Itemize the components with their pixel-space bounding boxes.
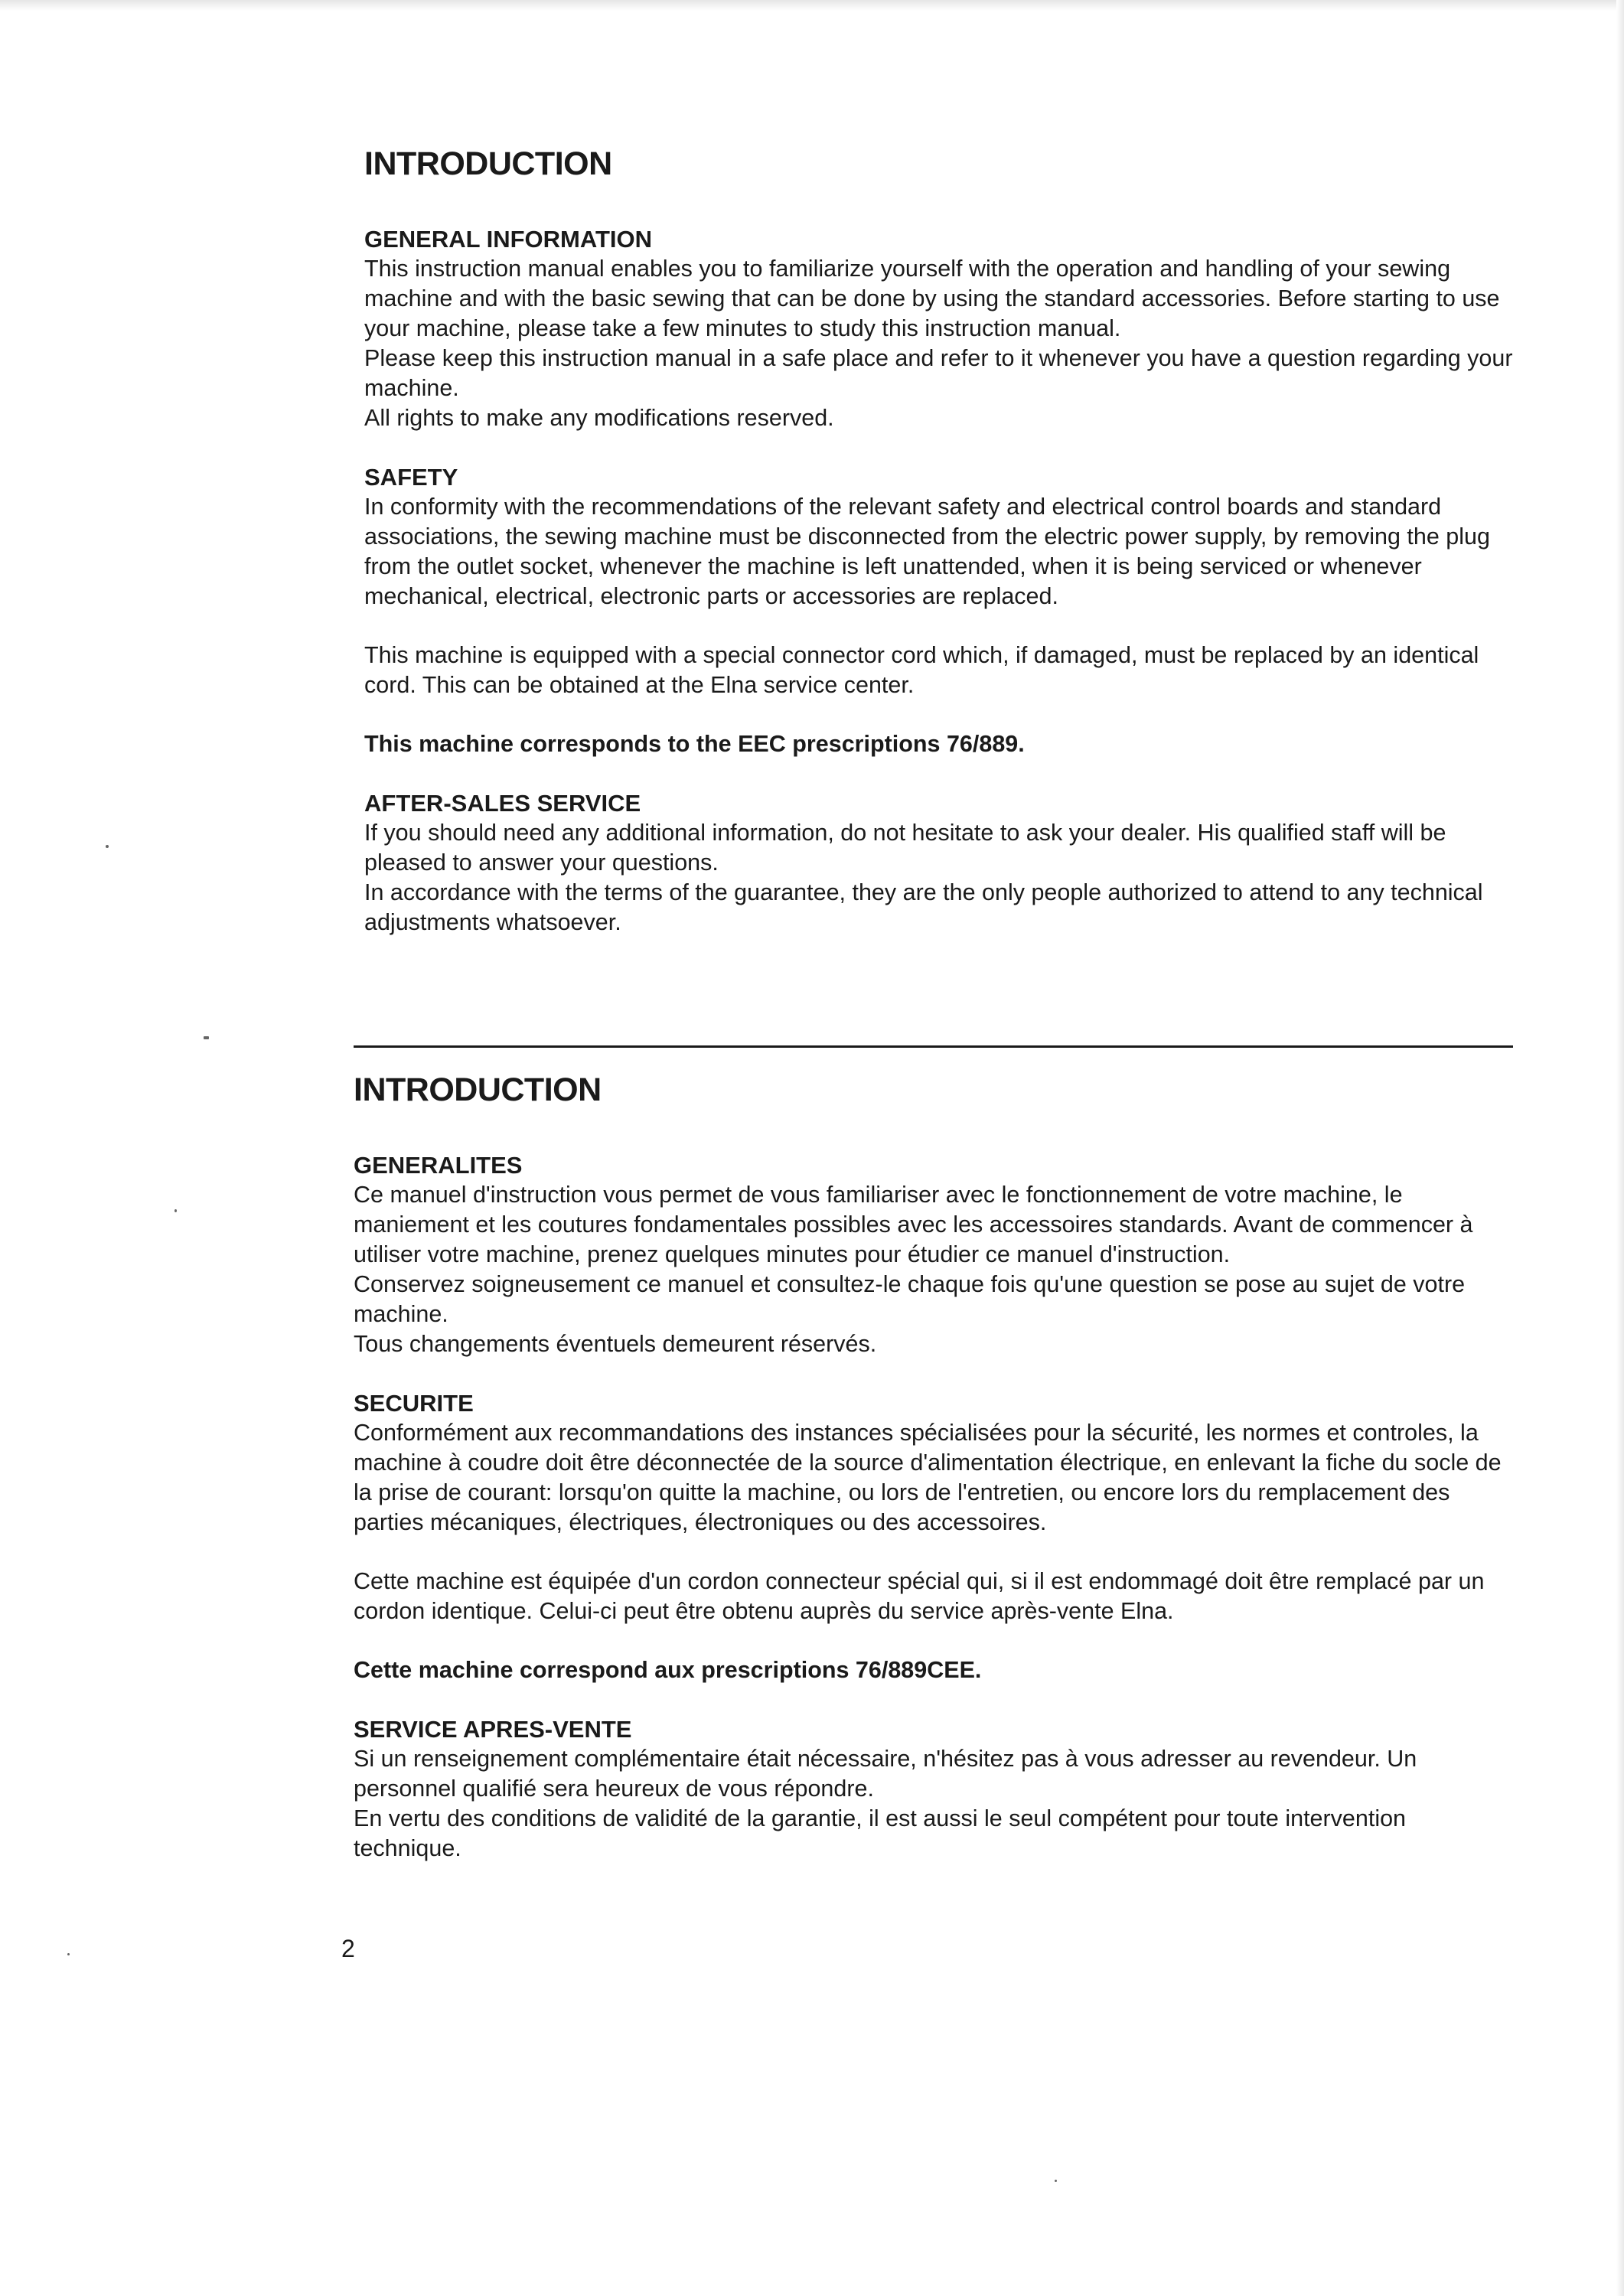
scan-speck [204, 1036, 209, 1039]
cee-note: Cette machine correspond aux prescriptions 76/889CEE. [354, 1657, 982, 1683]
english-section [364, 145, 1528, 938]
generalites-paragraph: Ce manuel d'instruction vous permet de vous familiariser avec le fonctionnement de votre machine, le maniement et les coutures fondamentales possibles avec les accessoires standards. Avant de commencer à utiliser votre machine, prenez quelques minutes pour étudier ce manuel d'instruction. [354, 1182, 1473, 1267]
after-sales-heading: AFTER-SALES SERVICE [364, 790, 641, 817]
generalites-heading: GENERALITES [354, 1152, 523, 1179]
english-title: INTRODUCTION [364, 145, 612, 182]
safety-heading: SAFETY [364, 464, 458, 491]
after-sales-paragraph: In accordance with the terms of the guarantee, they are the only people authorized to attend to any technical adjustments whatsoever. [364, 879, 1483, 935]
page-right-edge [1616, 0, 1624, 2296]
securite-paragraph: Conformément aux recommandations des instances spécialisées pour la sécurité, les normes et controles, la machine à coudre doit être déconnectée de la source d'alimentation électrique, en enlevant la fiche du socle de la prise de courant: lorsqu'on quitte la machine, ou lors de l'entretien, ou encore lors du remplacement des parties mécaniques, électriques, électroniques ou des accessoires. [354, 1420, 1502, 1535]
safety-paragraph: In conformity with the recommendations of the relevant safety and electrical control boards and standard associations, the sewing machine must be disconnected from the electric power supply, by removing the plug from the outlet socket, whenever the machine is left unattended, when it is being serviced or whenever mechanical, electrical, electronic parts or accessories are replaced. [364, 494, 1490, 609]
scan-speck [1055, 2180, 1057, 2182]
general-information-paragraph: All rights to make any modifications reserved. [364, 405, 834, 431]
page-number: 2 [341, 1935, 355, 1962]
generalites-paragraph: Tous changements éventuels demeurent réservés. [354, 1331, 877, 1357]
safety-paragraph: This machine is equipped with a special connector cord which, if damaged, must be replaced by an identical cord. This can be obtained at the Elna service center. [364, 642, 1479, 698]
securite-heading: SECURITE [354, 1390, 474, 1417]
scan-speck [67, 1953, 70, 1955]
page-top-edge [0, 0, 1624, 11]
after-sales-paragraph: If you should need any additional information, do not hesitate to ask your dealer. His qualified staff will be pleased to answer your questions. [364, 820, 1446, 876]
eec-note: This machine corresponds to the EEC prescriptions 76/889. [364, 731, 1025, 757]
general-information-paragraph: Please keep this instruction manual in a safe place and refer to it whenever you have a question regarding your machine. [364, 345, 1513, 401]
scan-speck [174, 1209, 177, 1212]
french-section [354, 1071, 1517, 1864]
service-paragraph: En vertu des conditions de validité de la garantie, il est aussi le seul compétent pour toute intervention technique. [354, 1805, 1407, 1861]
section-divider [354, 1045, 1513, 1048]
general-information-paragraph: This instruction manual enables you to familiarize yourself with the operation and handling of your sewing machine and with the basic sewing that can be done by using the standard accessories. Before starting to use your machine, please take a few minutes to study this instruction manual. [364, 256, 1500, 341]
securite-paragraph: Cette machine est équipée d'un cordon connecteur spécial qui, si il est endommagé doit être remplacé par un cordon identique. Celui-ci peut être obtenu auprès du service après-vente Elna. [354, 1568, 1485, 1624]
service-heading: SERVICE APRES-VENTE [354, 1716, 632, 1743]
general-information-heading: GENERAL INFORMATION [364, 226, 653, 253]
french-title: INTRODUCTION [354, 1071, 602, 1108]
generalites-paragraph: Conservez soigneusement ce manuel et consultez-le chaque fois qu'une question se pose au sujet de votre machine. [354, 1271, 1466, 1327]
scan-speck [106, 845, 109, 848]
service-paragraph: Si un renseignement complémentaire était nécessaire, n'hésitez pas à vous adresser au revendeur. Un personnel qualifié sera heureux de vous répondre. [354, 1746, 1417, 1802]
